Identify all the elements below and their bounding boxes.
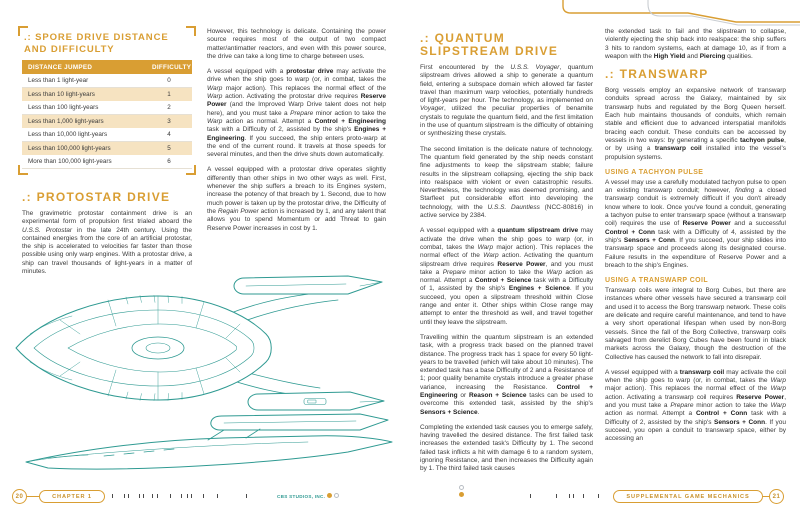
distance-cell: Less than 100,000 light-years — [28, 145, 111, 152]
paragraph: A vessel may use a carefully modulated tachyon pulse to open an existing transwarp conduit; however, finding a closed transwarp conduit is extremely difficult if you don't already know where to look. Once you've found a conduit, generating a tachyon pulse to enter transwarp space (without a transwarp coil) requires the use of Reserve Power and a successful Control + Conn task with a Difficulty of 4, assisted by the ship's Sensors + Conn. If you succeed, your ship slides into transwarp space and proceeds along its designated course. Failure results in the expenditure of Reserve Power and a breach to the ship's Engines. — [605, 178, 786, 269]
difficulty-cell: 2 — [167, 104, 171, 111]
paragraph: A vessel equipped with a protostar drive operates slightly differently than other ships in two other ways as well. First, whenever the ship suffers a breach to its Engines system, increase the potency of that breach by 1. Second, due to how much power is taken up by the protostar drive, the Difficulty of the Regain Power action is increased by 1, and any talent that allows you to spend Momentum or add Threat to gain Reserve Power increases in cost by 1. — [207, 166, 386, 232]
protostar-drive-heading: .: PROTOSTAR DRIVE — [22, 190, 171, 204]
paragraph: A vessel equipped with a quantum slipstream drive may activate the drive when the ship goes to warp (or, in combat, takes the Warp major action). This replaces the normal effect of the Warp action. Activating the quantum slipstream drive requires Reserve Power, and you must take a Prepare minor action to take the Warp action as normal. Attempt a Control + Science task with a Difficulty of 1, assisted by the ship's Engines + Science. If you succeed, you open a slipstream threshold within Close range and enter it. Other ships within Close range may attempt to enter the threshold as well, and travel together until they leave the slipstream. — [420, 227, 594, 326]
difficulty-cell: 6 — [167, 158, 171, 165]
chapter-badge: CHAPTER 1 — [39, 490, 105, 503]
difficulty-cell: 1 — [167, 91, 171, 98]
table-row — [22, 101, 192, 115]
distance-cell: Less than 1 light-year — [28, 77, 89, 84]
copyright-notice: CBS STUDIOS, INC. — [277, 494, 326, 499]
difficulty-cell: 5 — [167, 145, 171, 152]
table-row — [22, 155, 192, 169]
paragraph: The gravimetric protostar containment drive is an experimental form of propulsion first trialed aboard the U.S.S. Protostar in the late 24th century. Using the contained energies from the core of an artificial protostar, the ship is accelerated to velocities far faster than those possible using only warp engines. With a protostar drive, a ship can travel thousands of light-years in a matter of minutes. — [22, 210, 192, 276]
footer-pip-icon — [459, 492, 464, 497]
paragraph: the extended task to fail and the slipstream to collapse, violently ejecting the ship back into realspace: the ship suffers 3 hits to random systems, each at damage 10, as if from a weapon with the High Yield and Piercing qualities. — [605, 28, 786, 60]
page-number-right: 21 — [769, 489, 784, 504]
tachyon-pulse-subheading: USING A TACHYON PULSE — [605, 168, 704, 176]
transwarp-coil-text — [605, 287, 786, 443]
column-header-difficulty: DIFFICULTY — [152, 63, 192, 71]
lcars-trace-decoration — [470, 0, 800, 30]
page-number-left: 20 — [12, 489, 27, 504]
paragraph: However, this technology is delicate. Containing the power source requires most of the output of two compact matter/antimatter reactors, and even with this power source, the drive can take a long time to charge between uses. — [207, 28, 386, 60]
paragraph: Borg vessels employ an expansive network of transwarp conduits spread across the Galaxy, maintained by six transwarp hubs and regulated by the Borg Queen herself. Each hub maintains thousands of conduits, which remain stable and efficient due to advanced interspatial manifolds bracing each conduit. These conduits can be accessed by vessels in two ways: by generating a specific tachyon pulse, or by using a transwarp coil installed into the vessel's propulsion systems. — [605, 87, 786, 161]
footer-pip-icon — [334, 493, 339, 498]
table-body — [22, 74, 192, 169]
footer-pip-icon — [327, 493, 332, 498]
protostar-starship-wireframe — [8, 272, 398, 482]
quantum-slipstream-text — [420, 64, 593, 474]
table-header-row — [22, 60, 192, 74]
distance-cell: More than 100,000 light-years — [28, 158, 112, 165]
corner-bracket-icon — [18, 165, 28, 175]
transwarp-heading: .: TRANSWARP — [605, 67, 709, 82]
paragraph: Travelling within the quantum slipstream is an extended task, with a progress track based on the planned travel distance. The progress track has 1 space for every 50 light-years to be travelled (which will take about 10 minutes). The extended task has a base Difficulty of 2 and a Resistance of 1; poor quality benamite crystals introduce a greater phase variance, increasing the Resistance. Control + Engineering or Reason + Science tasks can be used to overcome this extended task, assisted by the ship's Sensors + Science. — [420, 333, 593, 416]
page-left-column-1 — [22, 30, 192, 283]
table-row — [22, 88, 192, 101]
footer-connector — [27, 496, 39, 497]
distance-cell: Less than 10 light-years — [28, 91, 95, 98]
footer-pip-icon — [459, 485, 464, 490]
paragraph: The second limitation is the delicate nature of technology. The quantum field generated by the ship needs constant fine adjustments to keep the slipstream stable; failure results in the slipstream collapsing, ejecting the ship back into realspace with violent or even catastrophic results. Nevertheless, the technology was deemed promising, and Starfleet put considerable effort into developing the technology, with the U.S.S. Dauntless (NCC-80816) in active service by 2384. — [420, 145, 594, 220]
distance-cell: Less than 10,000 light-years — [28, 131, 108, 138]
corner-bracket-icon — [186, 26, 196, 36]
tachyon-pulse-text — [605, 179, 786, 270]
quantum-slipstream-heading: .: QUANTUM SLIPSTREAM DRIVE — [420, 31, 559, 58]
difficulty-cell: 4 — [167, 131, 171, 138]
slipstream-continuation-text — [605, 28, 786, 61]
section-badge: SUPPLEMENTAL GAME MECHANICS — [613, 490, 763, 503]
corner-bracket-icon — [186, 165, 196, 175]
table-row — [22, 74, 192, 88]
page-left-column-2 — [207, 28, 386, 240]
paragraph: Transwarp coils were integral to Borg Cubes, but there are instances where other vessels have secured a transwarp coil and used it to access the Borg transwarp network. These coils are delicate and require careful maintenance, and tend to have a very short operational lifespan when used by non-Borg vessels. Since the fall of the Borg Collective, transwarp coils salvaged from derelict Borg Cubes have been found in black markets across the Galaxy, though the destruction of the Collective has caused the network to fall into disrepair. — [605, 287, 786, 361]
paragraph: A vessel equipped with a transwarp coil may activate the coil when the ship goes to warp (or, in combat, takes the Warp major action). This replaces the normal effect of the Warp action. Activating a transwarp coil requires Reserve Power, and you must take a Prepare minor action to take the Warp action as normal. Attempt a Control + Conn task with a Difficulty of 2, assisted by the ship's Sensors + Conn. If you succeed, you open a conduit to transwarp space, either by accessing an — [605, 368, 786, 443]
spore-table-title: .: SPORE DRIVE DISTANCE AND DIFFICULTY — [24, 32, 169, 55]
transwarp-text — [605, 87, 786, 162]
paragraph: Completing the extended task causes you to emerge safely, having travelled the desired distance. The first failed task increases the extended task's Difficulty by 1. The second failed task inflicts a hit with damage 6 to a random system, ignoring Resistance, and then increases the Difficulty again by 1. The third failed task causes — [420, 423, 593, 473]
spore-table-frame — [18, 26, 196, 175]
transwarp-coil-subheading: USING A TRANSWARP COIL — [605, 277, 709, 285]
page-right-column-1 — [420, 30, 593, 481]
corner-bracket-icon — [18, 26, 28, 36]
difficulty-cell: 0 — [167, 77, 171, 84]
table-row — [22, 142, 192, 155]
paragraph: A vessel equipped with a protostar drive may activate the drive when the ship goes to warp (or, in combat, takes the Warp major action). This replaces the normal effect of the Warp action. Activating the protostar drive requires Reserve Power (and the Improved Warp Drive talent does not help here), and you must take a Prepare minor action to take the Warp action as normal. Attempt a Control + Engineering task with a Difficulty of 2, assisted by the ship's Engines + Engineering. If you succeed, the ship enters proto-warp at the end of the current round. It travels at those speeds for several minutes, and then the drive shuts down automatically. — [207, 68, 387, 159]
column-header-distance: DISTANCE JUMPED — [28, 63, 93, 71]
table-row — [22, 115, 192, 128]
paragraph: First encountered by the U.S.S. Voyager, quantum slipstream drives allowed a ship to generate a quantum field, entering a subspace domain which allowed far faster travel than maximum warp velocities, potentially hundreds of light-years per hour. The technology, as implemented on Voyager, utilized the peculiar properties of benamite crystals to regulate the quantum field, and the first limitation in the use of quantum slipstream is the difficulty of obtaining or synthesizing these crystals. — [420, 64, 593, 138]
distance-cell: Less than 1,000 light-years — [28, 118, 104, 125]
page-right-column-2 — [605, 28, 786, 450]
table-row — [22, 128, 192, 142]
distance-cell: Less than 100 light-years — [28, 104, 99, 111]
difficulty-cell: 3 — [167, 118, 171, 125]
protostar-drive-text — [22, 210, 192, 276]
spore-drive-table — [22, 60, 192, 169]
